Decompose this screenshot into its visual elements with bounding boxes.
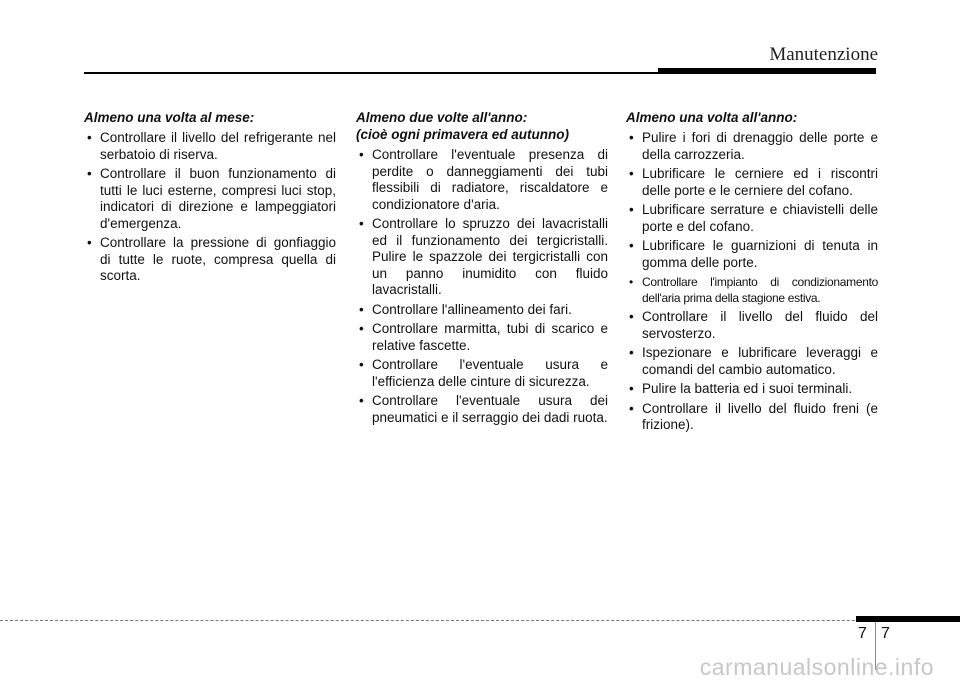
- list-item: • Ispezionare e lubrificare leveraggi e comandi del cambio automatico.: [626, 345, 878, 378]
- column-heading: Almeno una volta all'anno:: [626, 110, 798, 125]
- list-item: • Controllare il buon funzionamento di tutti le luci esterne, compresi luci stop, indicatori di direzione e lampeggiatori d'emergenza.: [84, 166, 336, 232]
- watermark: carmanualsonline.info: [699, 654, 934, 680]
- list-item: • Controllare il livello del fluido del servosterzo.: [626, 309, 878, 342]
- list-item: • Controllare marmitta, tubi di scarico e relative fascette.: [356, 321, 608, 354]
- footer-rule: [0, 620, 960, 621]
- list-item: • Lubrificare serrature e chiavistelli delle porte e del cofano.: [626, 202, 878, 235]
- column-subheading: (cioè ogni primavera ed autunno): [356, 127, 570, 142]
- column-yearly: [626, 109, 878, 437]
- header-rule-accent: [658, 68, 876, 74]
- chapter-number: 7: [858, 625, 867, 642]
- checklist: [84, 130, 336, 285]
- checklist: [626, 130, 878, 434]
- list-item: • Controllare l'eventuale presenza di perdite o danneggiamenti dei tubi flessibili di radiatore, riscaldatore e condizionatore d'aria.: [356, 147, 608, 213]
- column-twice-yearly: [356, 109, 608, 429]
- list-item: • Lubrificare le guarnizioni di tenuta in gomma delle porte.: [626, 238, 878, 271]
- list-item: • Pulire i fori di drenaggio delle porte e della carrozzeria.: [626, 130, 878, 163]
- list-item: • Controllare l'eventuale usura dei pneumatici e il serraggio dei dadi ruota.: [356, 393, 608, 426]
- list-item: • Lubrificare le cerniere ed i riscontri delle porte e le cerniere del cofano.: [626, 166, 878, 199]
- list-item: • Controllare l'allineamento dei fari.: [356, 302, 608, 319]
- column-heading: Almeno una volta al mese:: [84, 110, 255, 125]
- page-number: 7: [881, 625, 890, 642]
- list-item: • Controllare la pressione di gonfiaggio di tutte le ruote, compresa quella di scorta.: [84, 235, 336, 285]
- list-item: • Controllare il livello del refrigerante nel serbatoio di riserva.: [84, 130, 336, 163]
- list-item: • Controllare lo spruzzo dei lavacristalli ed il funzionamento dei tergicristalli. Pulire le spazzole dei tergicristalli con un panno inumidito con fluido lavacristalli.: [356, 216, 608, 299]
- column-heading: Almeno due volte all'anno:: [356, 110, 528, 125]
- list-item: • Pulire la batteria ed i suoi terminali.: [626, 381, 878, 398]
- checklist: [356, 147, 608, 426]
- footer-tab: [856, 616, 960, 622]
- column-monthly: [84, 109, 336, 288]
- section-title: Manutenzione: [769, 44, 878, 65]
- header-rule: [84, 72, 658, 74]
- list-item: • Controllare il livello del fluido freni (e frizione).: [626, 401, 878, 434]
- list-item: • Controllare l'eventuale usura e l'efficienza delle cinture di sicurezza.: [356, 357, 608, 390]
- list-item: • Controllare l'impianto di condizionamento dell'aria prima della stagione estiva.: [626, 274, 878, 306]
